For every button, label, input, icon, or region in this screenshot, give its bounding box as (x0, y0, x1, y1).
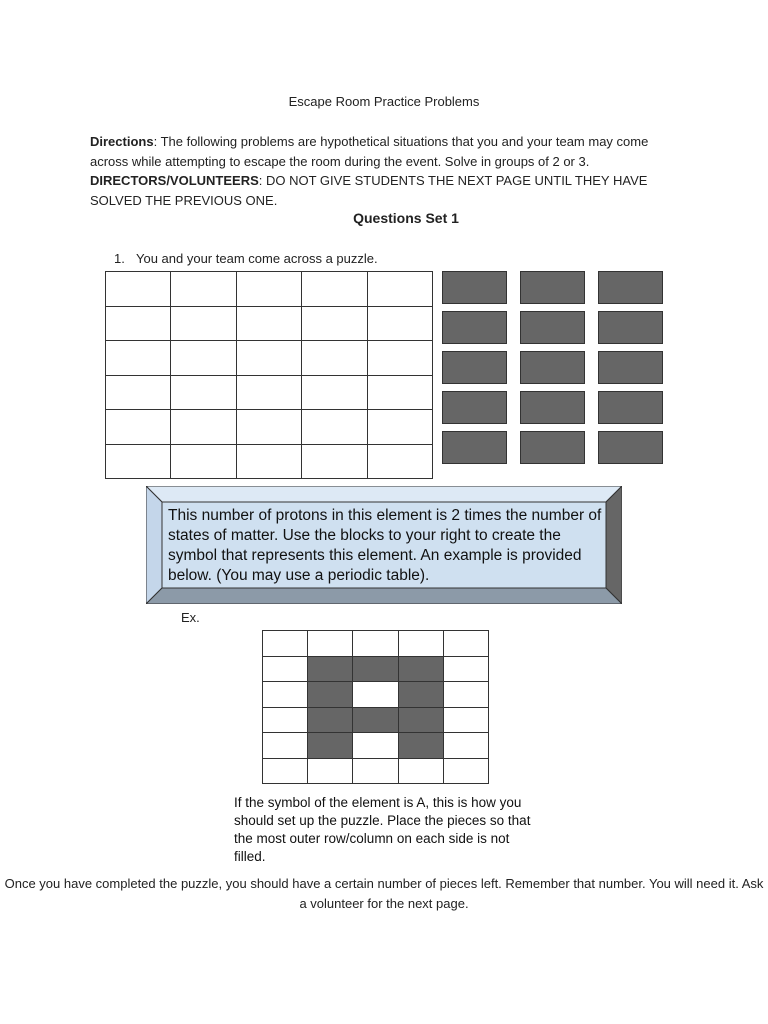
grid-row (263, 682, 489, 708)
directions-label: Directions (90, 134, 154, 149)
grid-row (106, 306, 433, 341)
grid-cell (367, 444, 432, 479)
grid-cell (171, 341, 236, 376)
grid-cell (367, 410, 432, 445)
grid-cell (302, 375, 367, 410)
filled-cell (308, 733, 353, 759)
puzzle-block[interactable] (598, 271, 663, 304)
grid-cell (353, 631, 398, 657)
filled-cell (353, 707, 398, 733)
grid-cell (236, 410, 301, 445)
grid-cell (171, 444, 236, 479)
grid-row (263, 758, 489, 784)
question-text: You and your team come across a puzzle. (136, 251, 378, 266)
grid-cell (236, 272, 301, 307)
grid-cell (236, 444, 301, 479)
instruction-text: This number of protons in this element is 2 times the number of states of matter. Use the blocks to your right to create the symbol that represents this element. An example is provided below. (You may use a periodic table). (168, 507, 602, 584)
grid-cell (398, 758, 443, 784)
puzzle-block[interactable] (520, 431, 585, 464)
grid-cell (353, 682, 398, 708)
grid-row (106, 341, 433, 376)
grid-cell (308, 758, 353, 784)
grid-row (106, 410, 433, 445)
warning-label: DIRECTORS/VOLUNTEERS (90, 173, 259, 188)
questions-set-title: Questions Set 1 (353, 210, 459, 226)
puzzle-block[interactable] (598, 431, 663, 464)
grid-cell (263, 682, 308, 708)
puzzle-block[interactable] (442, 351, 507, 384)
grid-cell (367, 272, 432, 307)
grid-row (263, 656, 489, 682)
grid-cell (443, 733, 488, 759)
grid-row (263, 707, 489, 733)
grid-cell (106, 341, 171, 376)
instruction-box (146, 486, 622, 604)
question-1 (114, 251, 378, 266)
grid-cell (443, 707, 488, 733)
grid-cell (353, 758, 398, 784)
directions-paragraph (90, 132, 680, 210)
grid-cell (106, 272, 171, 307)
grid-cell (106, 375, 171, 410)
grid-cell (236, 375, 301, 410)
puzzle-block[interactable] (442, 271, 507, 304)
example-caption: If the symbol of the element is A, this is how you should set up the puzzle. Place the pieces so that the most outer row/column on each side is not filled. (234, 795, 531, 864)
puzzle-block[interactable] (598, 351, 663, 384)
grid-cell (353, 733, 398, 759)
filled-cell (398, 656, 443, 682)
grid-row (263, 733, 489, 759)
grid-cell (443, 682, 488, 708)
grid-cell (263, 733, 308, 759)
page-title: Escape Room Practice Problems (288, 94, 480, 109)
grid-cell (302, 272, 367, 307)
puzzle-block[interactable] (442, 391, 507, 424)
grid-cell (263, 656, 308, 682)
puzzle-block[interactable] (520, 271, 585, 304)
grid-cell (106, 306, 171, 341)
puzzle-block[interactable] (598, 391, 663, 424)
directions-text: : The following problems are hypothetical situations that you and your team may come across while attempting to escape the room during the event. Solve in groups of 2 or 3. (90, 134, 649, 169)
grid-cell (443, 758, 488, 784)
grid-cell (171, 272, 236, 307)
grid-cell (443, 656, 488, 682)
filled-cell (398, 682, 443, 708)
puzzle-block[interactable] (520, 351, 585, 384)
grid-cell (302, 410, 367, 445)
grid-cell (171, 375, 236, 410)
grid-cell (443, 631, 488, 657)
puzzle-block[interactable] (442, 311, 507, 344)
filled-cell (308, 707, 353, 733)
example-grid (262, 630, 489, 784)
grid-cell (236, 306, 301, 341)
warning-text: : DO NOT GIVE STUDENTS THE NEXT PAGE UNTIL THEY HAVE SOLVED THE PREVIOUS ONE. (90, 173, 648, 208)
grid-cell (263, 707, 308, 733)
grid-row (263, 631, 489, 657)
puzzle-grid (105, 271, 433, 479)
filled-cell (308, 656, 353, 682)
puzzle-block[interactable] (442, 431, 507, 464)
grid-cell (171, 306, 236, 341)
grid-cell (367, 375, 432, 410)
grid-cell (308, 631, 353, 657)
grid-cell (367, 341, 432, 376)
grid-cell (367, 306, 432, 341)
grid-cell (398, 631, 443, 657)
grid-cell (302, 306, 367, 341)
closing-text: Once you have completed the puzzle, you should have a certain number of pieces left. Remember that number. You will need it. Ask a volunteer for the next page. (4, 876, 764, 911)
grid-row (106, 375, 433, 410)
filled-cell (308, 682, 353, 708)
puzzle-block[interactable] (520, 391, 585, 424)
filled-cell (353, 656, 398, 682)
puzzle-blocks (442, 271, 664, 466)
grid-row (106, 272, 433, 307)
grid-cell (263, 631, 308, 657)
grid-cell (236, 341, 301, 376)
filled-cell (398, 707, 443, 733)
grid-cell (302, 341, 367, 376)
grid-cell (171, 410, 236, 445)
puzzle-block[interactable] (598, 311, 663, 344)
grid-row (106, 444, 433, 479)
grid-cell (106, 410, 171, 445)
grid-cell (106, 444, 171, 479)
example-label: Ex. (181, 610, 200, 625)
grid-cell (302, 444, 367, 479)
question-number: 1. (114, 251, 125, 266)
grid-cell (263, 758, 308, 784)
puzzle-block[interactable] (520, 311, 585, 344)
filled-cell (398, 733, 443, 759)
